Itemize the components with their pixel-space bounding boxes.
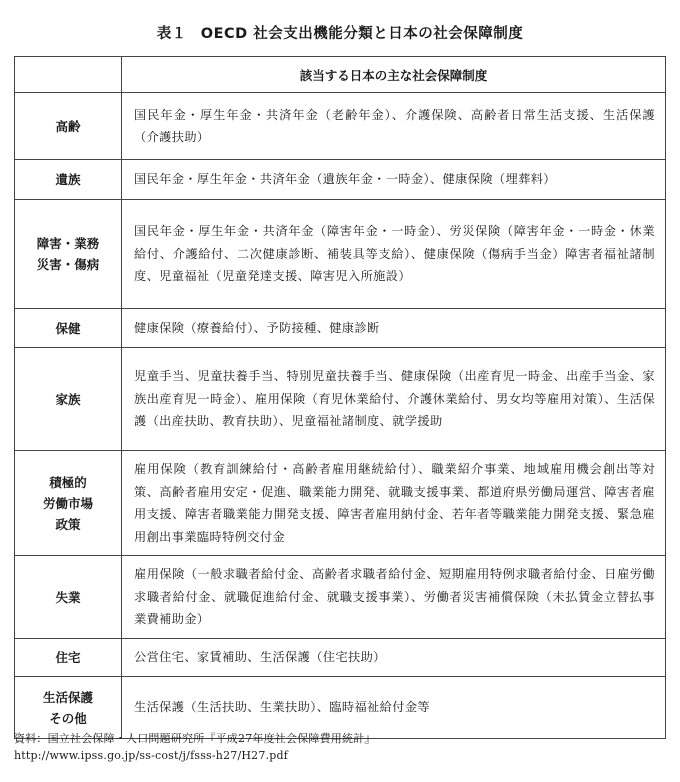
systems-cell: 公営住宅、家賃補助、生活保護（住宅扶助） <box>122 639 666 677</box>
source-citation: 資料：国立社会保障・人口問題研究所『平成27年度社会保障費用統計』 <box>14 732 376 745</box>
category-label: 生活保護 <box>42 689 93 705</box>
table-row <box>15 556 666 639</box>
category-label: その他 <box>49 710 87 726</box>
systems-cell: 雇用保険（教育訓練給付・高齢者雇用継続給付）、職業紹介事業、地域雇用機会創出等対策、高齢者雇用安定・促進、職業能力開発、就職支援事業、都道府県労働局運営、障害者雇用支援、障害者職業能力開発支援、障害者雇用納付金、若年者等職業能力開発支援、緊急雇用創出事業臨時特例交付金 <box>122 451 666 556</box>
systems-cell: 健康保険（療養給付）、予防接種、健康診断 <box>122 309 666 348</box>
source-note <box>14 730 376 764</box>
category-cell <box>15 348 122 451</box>
table-header-row <box>15 57 666 93</box>
table-row <box>15 93 666 160</box>
category-label: 高齢 <box>55 118 81 134</box>
table-row <box>15 200 666 309</box>
table-title <box>0 22 680 43</box>
category-cell <box>15 309 122 348</box>
systems-cell: 雇用保険（一般求職者給付金、高齢者求職者給付金、短期雇用特例求職者給付金、日雇労働求職者給付金、就職促進給付金、就職支援事業）、労働者災害補償保険（未払賃金立替払事業費補助金） <box>122 556 666 639</box>
table-number: 表１ <box>156 26 187 42</box>
social-security-table <box>14 56 666 739</box>
systems-cell: 生活保護（生活扶助、生業扶助）、臨時福祉給付金等 <box>122 677 666 739</box>
source-url: http://www.ipss.go.jp/ss-cost/j/fsss-h27/H27.pdf <box>14 749 289 762</box>
table-row <box>15 451 666 556</box>
systems-cell: 国民年金・厚生年金・共済年金（老齢年金）、介護保険、高齢者日常生活支援、生活保護（介護扶助） <box>122 93 666 160</box>
table-row <box>15 348 666 451</box>
category-cell <box>15 200 122 309</box>
systems-cell: 児童手当、児童扶養手当、特別児童扶養手当、健康保険（出産育児一時金、出産手当金、家族出産育児一時金）、雇用保険（育児休業給付、介護休業給付、男女均等雇用対策）、生活保護（出産扶助、教育扶助）、児童福祉諸制度、就学援助 <box>122 348 666 451</box>
category-label: 政策 <box>55 516 81 532</box>
category-cell <box>15 160 122 200</box>
category-cell <box>15 556 122 639</box>
header-cell-systems: 該当する日本の主な社会保障制度 <box>122 57 666 93</box>
category-label: 保健 <box>55 320 81 336</box>
systems-cell: 国民年金・厚生年金・共済年金（障害年金・一時金）、労災保険（障害年金・一時金・休業給付、介護給付、二次健康診断、補装具等支給）、健康保険（傷病手当金）障害者福祉諸制度、児童福祉（児童発達支援、障害児入所施設） <box>122 200 666 309</box>
category-cell <box>15 451 122 556</box>
category-label: 遺族 <box>55 172 81 187</box>
category-label: 災害・傷病 <box>36 257 100 272</box>
category-label: 積極的 <box>49 474 87 490</box>
table-row <box>15 309 666 348</box>
category-label: 住宅 <box>55 650 81 665</box>
category-label: 家族 <box>55 391 81 407</box>
category-label: 障害・業務 <box>36 236 100 251</box>
category-cell <box>15 639 122 677</box>
category-label: 失業 <box>55 589 81 605</box>
category-label: 労働市場 <box>42 495 93 511</box>
systems-cell: 国民年金・厚生年金・共済年金（遺族年金・一時金）、健康保険（埋葬料） <box>122 160 666 200</box>
table-row <box>15 160 666 200</box>
category-cell <box>15 93 122 160</box>
header-cell-category <box>15 57 122 93</box>
table-row <box>15 639 666 677</box>
table-title-text: OECD 社会支出機能分類と日本の社会保障制度 <box>200 26 524 42</box>
